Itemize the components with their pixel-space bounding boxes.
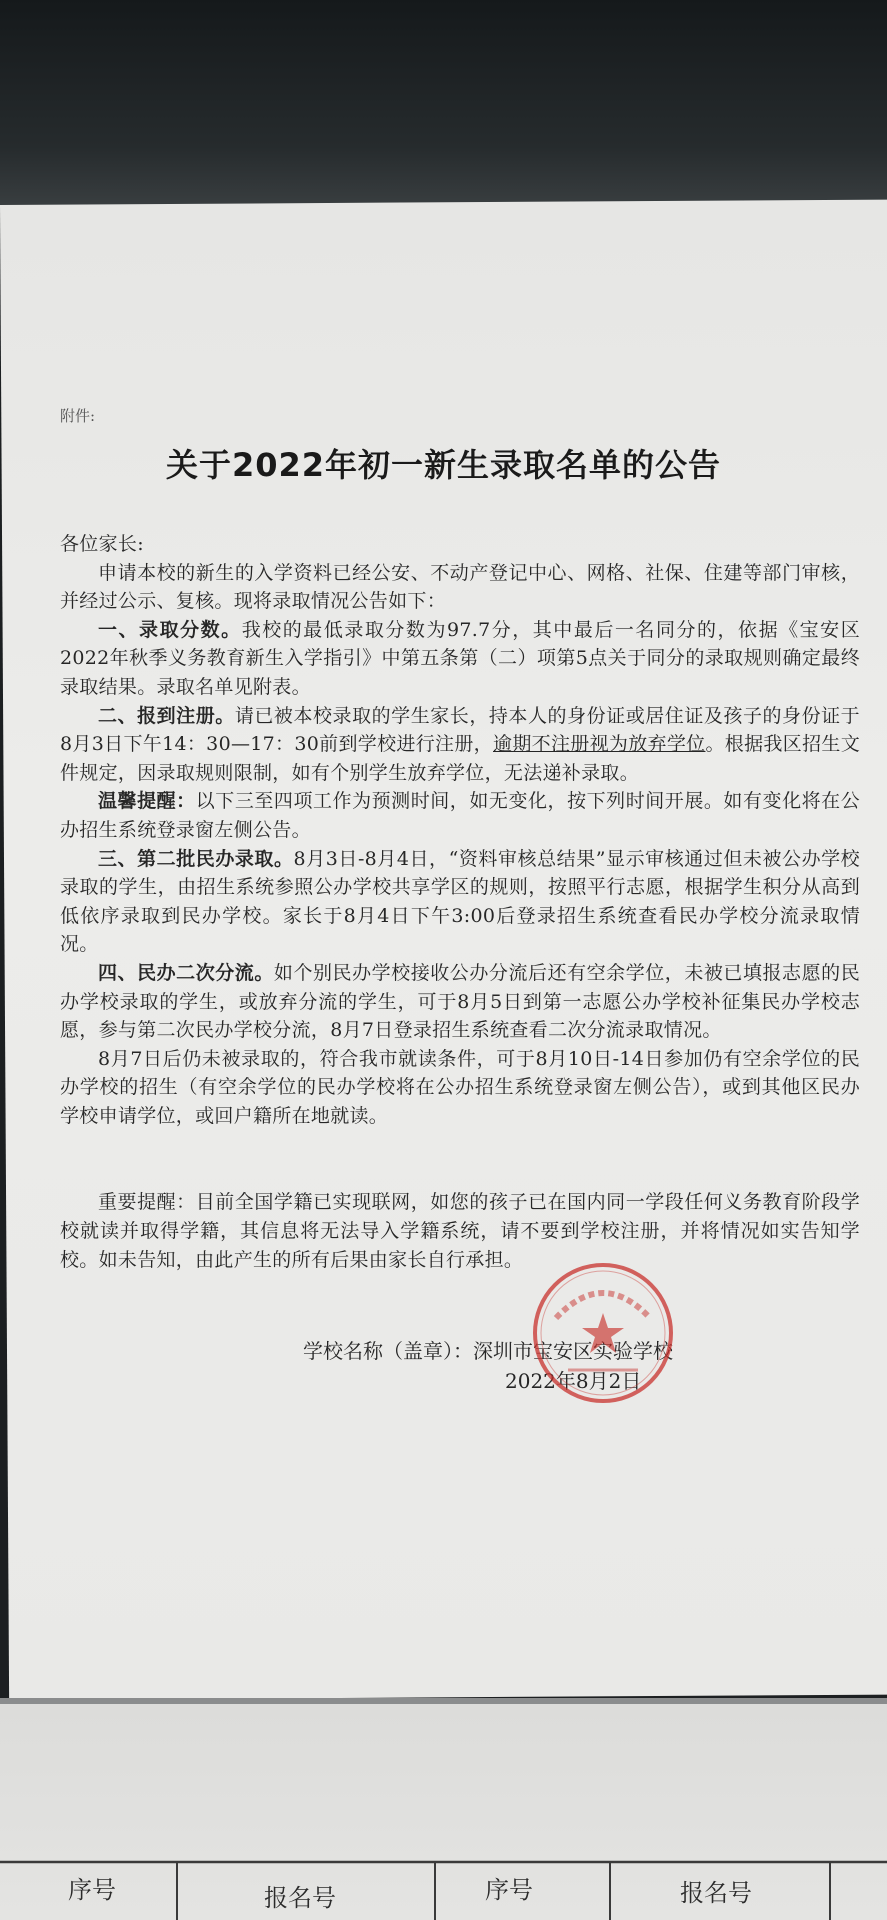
table-header-seq-1: 序号	[68, 1876, 116, 1904]
document-body	[60, 530, 860, 1274]
section-3	[60, 845, 860, 959]
table-header-regno-2: 报名号	[680, 1879, 752, 1907]
signature-date: 2022年8月2日	[505, 1369, 642, 1393]
section-1-text: 我校的最低录取分数为97.7分，其中最后一名同分的，依据《宝安区2022年秋季义务教育新生入学指引》中第五条第（二）项第5点关于同分的录取规则确定最终录取结果。录取名单见附表。	[60, 618, 860, 698]
table-header-seq-2: 序号	[485, 1876, 533, 1904]
important-notice: 重要提醒：目前全国学籍已实现联网，如您的孩子已在国内同一学段任何义务教育阶段学校就读并取得学籍，其信息将无法导入学籍系统，请不要到学校注册，并将情况如实告知学校。如未告知，由此产生的所有后果由家长自行承担。	[60, 1191, 860, 1271]
document-title: 关于2022年初一新生录取名单的公告	[165, 446, 722, 484]
section-2-text-a: 请已被本校录取的学生家长，持本人的身份证或居住证及孩子的身份证于8月3日下午14：30—17：30前到学校进行注册，	[60, 704, 860, 756]
section-2-text-b: 。根据我区招生文件规定，因录取规则限制，如有个别学生放弃学位，无法递补录取。	[60, 733, 860, 784]
intro-paragraph: 申请本校的新生的入学资料已经公安、不动产登记中心、网格、社保、住建等部门审核，并经过公示、复核。现将录取情况公告如下：	[60, 561, 860, 613]
attachment-label: 附件:	[60, 407, 96, 425]
section-3-heading: 三、第二批民办录取。	[98, 847, 294, 870]
tip-paragraph	[60, 787, 860, 844]
section-2-heading: 二、报到注册。	[98, 704, 235, 727]
signature-school: 学校名称（盖章）：深圳市宝安区实验学校	[303, 1339, 673, 1363]
official-seal-icon	[528, 1258, 678, 1408]
section-4	[60, 959, 860, 1045]
table-header-regno-1: 报名号	[264, 1884, 336, 1912]
section-5: 8月7日后仍未被录取的，符合我市就读条件，可于8月10日-14日参加仍有空余学位的民办学校的招生（有空余学位的民办学校将在公办招生系统登录窗左侧公告），或到其他区民办学校申请学位，或回户籍所在地就读。	[60, 1047, 860, 1127]
section-4-text: 如个别民办学校接收公办分流后还有空余学位，未被已填报志愿的民办学校录取的学生，或放弃分流的学生，可于8月5日到第一志愿公办学校补征集民办学校志愿，参与第二次民办学校分流，8月7日登录招生系统查看二次分流录取情况。	[60, 961, 860, 1042]
background-top	[0, 0, 887, 210]
section-2-underline: 逾期不注册视为放弃学位	[493, 733, 706, 756]
greeting: 各位家长:	[60, 533, 144, 555]
tip-heading: 温馨提醒：	[98, 790, 196, 813]
section-4-heading: 四、民办二次分流。	[98, 961, 274, 984]
spacer	[60, 1130, 860, 1188]
section-1	[60, 616, 860, 702]
section-1-heading: 一、录取分数。	[98, 618, 242, 641]
section-2	[60, 702, 860, 788]
admission-table-grid	[0, 1860, 887, 1920]
tip-text: 以下三至四项工作为预测时间，如无变化，按下列时间开展。如有变化将在公办招生系统登录窗左侧公告。	[60, 790, 860, 841]
section-3-text: 8月3日-8月4日，“资料审核总结果”显示审核通过但未被公办学校录取的学生，由招生系统参照公办学校共享学区的规则，按照平行志愿，根据学生积分从高到低依序录取到民办学校。家长于8月4日下午3:00后登录招生系统查看民办学校分流录取情况。	[60, 847, 860, 956]
